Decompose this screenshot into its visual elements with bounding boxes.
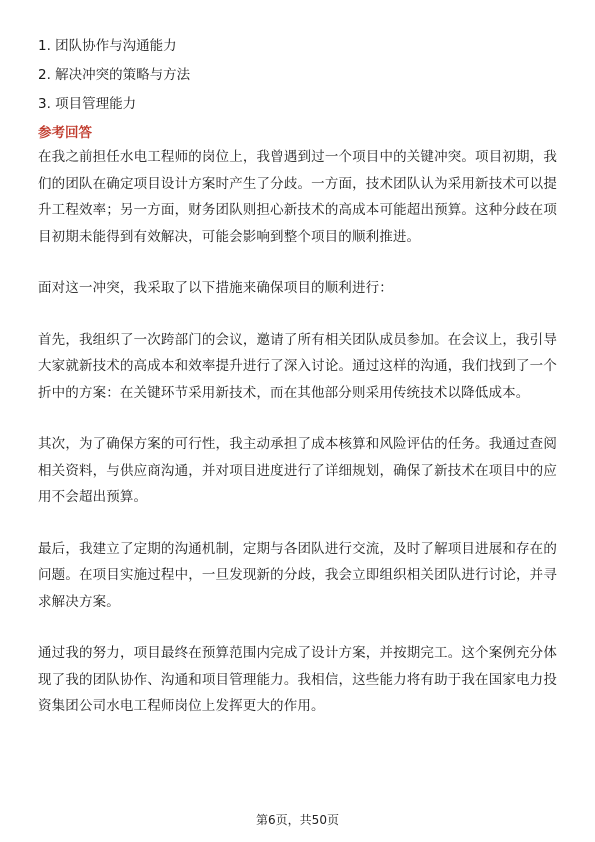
list-item-teamwork: 1. 团队协作与沟通能力 (38, 38, 177, 54)
paragraph-second-step: 其次，为了确保方案的可行性，我主动承担了成本核算和风险评估的任务。我通过查阅相关资料，与供应商沟通，并对项目进度进行了详细规划，确保了新技术在项目中的应用不会超出预算。 (38, 436, 557, 505)
paragraph-conclusion: 通过我的努力，项目最终在预算范围内完成了设计方案，并按期完工。这个案例充分体现了我的团队协作、沟通和项目管理能力。我相信，这些能力将有助于我在国家电力投资集团公司水电工程师岗位上发挥更大的作用。 (38, 645, 557, 714)
answer-label: 参考回答 (38, 125, 92, 141)
list-item-conflict-resolution: 2. 解决冲突的策略与方法 (38, 67, 191, 83)
paragraph-first-step: 首先，我组织了一次跨部门的会议，邀请了所有相关团队成员参加。在会议上，我引导大家就新技术的高成本和效率提升进行了深入讨论。通过这样的沟通，我们找到了一个折中的方案：在关键环节采用新技术，而在其他部分则采用传统技术以降低成本。 (38, 331, 557, 401)
list-item-project-management: 3. 项目管理能力 (38, 96, 137, 112)
paragraph-measures-intro: 面对这一冲突，我采取了以下措施来确保项目的顺利进行： (38, 280, 393, 296)
paragraph-third-step: 最后，我建立了定期的沟通机制，定期与各团队进行交流，及时了解项目进展和存在的问题。在项目实施过程中，一旦发现新的分歧，我会立即组织相关团队进行讨论，并寻求解决方案。 (38, 540, 557, 610)
paragraph-background: 在我之前担任水电工程师的岗位上，我曾遇到过一个项目中的关键冲突。项目初期，我们的团队在确定项目设计方案时产生了分歧。一方面，技术团队认为采用新技术可以提升工程效率；另一方面，财务团队则担心新技术的高成本可能超出预算。这种分歧在项目初期未能得到有效解决，可能会影响到整个项目的顺利推进。 (38, 149, 557, 245)
page-number-footer: 第6页，共50页 (256, 813, 339, 827)
